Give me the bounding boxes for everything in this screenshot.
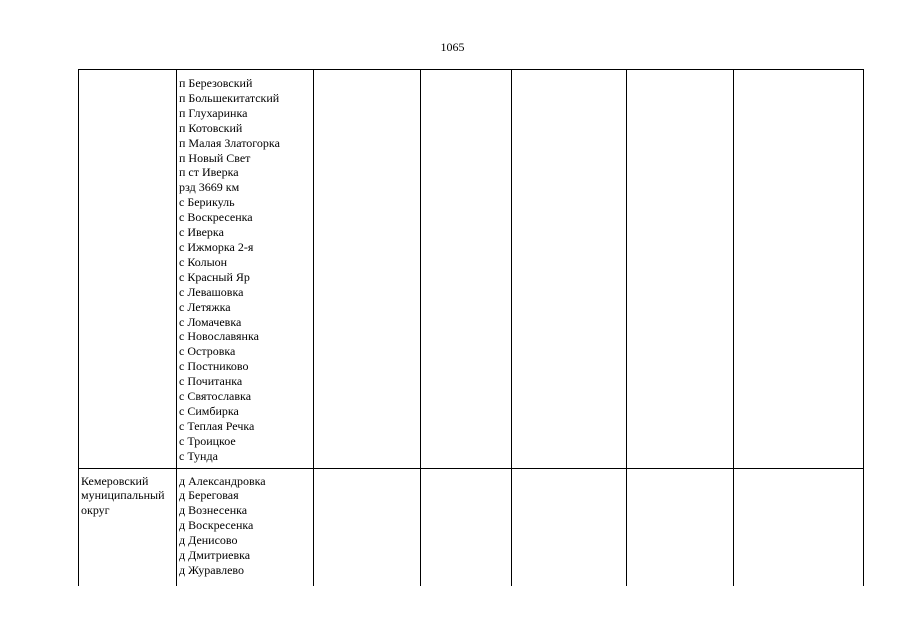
- list-item: п Новый Свет: [179, 150, 251, 165]
- list-item: с Летяжка: [179, 299, 231, 314]
- list-item: с Левашовка: [179, 284, 244, 299]
- list-item: п Глухаринка: [179, 105, 248, 120]
- empty-cell: [734, 70, 864, 469]
- list-item: рзд 3669 км: [179, 180, 240, 195]
- district-cell: [79, 70, 177, 469]
- list-item: с Троицкое: [179, 433, 236, 448]
- table-row: [79, 468, 864, 586]
- list-item: д Воскресенка: [179, 518, 254, 533]
- page-number: 1065: [440, 40, 465, 54]
- list-item: с Воскресенка: [179, 210, 253, 225]
- list-item: с Красный Яр: [179, 269, 250, 284]
- list-item: д Журавлево: [179, 563, 245, 577]
- settlement-list: [177, 469, 313, 582]
- list-item: с Святославка: [179, 389, 252, 404]
- list-item: с Островка: [179, 344, 236, 359]
- empty-cell: [627, 468, 734, 586]
- list-item: д Дмитриевка: [179, 548, 251, 563]
- list-item: п Малая Златогорка: [179, 135, 280, 150]
- list-item: с Ижморка 2-я: [179, 239, 254, 254]
- empty-cell: [314, 468, 421, 586]
- list-item: Кемеровский: [81, 473, 149, 488]
- list-item: с Почитанка: [179, 374, 243, 389]
- list-item: д Денисово: [179, 533, 238, 548]
- list-item: п Большекитатский: [179, 90, 280, 105]
- list-item: с Берикуль: [179, 195, 235, 210]
- list-item: п ст Иверка: [179, 165, 239, 180]
- empty-cell: [512, 70, 627, 469]
- list-item: с Колыон: [179, 254, 228, 269]
- list-item: с Новославянка: [179, 329, 259, 344]
- table-row: [79, 70, 864, 469]
- empty-cell: [734, 468, 864, 586]
- empty-cell: [314, 70, 421, 469]
- empty-cell: [512, 468, 627, 586]
- list-item: с Тунда: [179, 448, 218, 463]
- list-item: д Александровка: [179, 473, 266, 488]
- list-item: д Береговая: [179, 488, 239, 503]
- list-item: п Березовский: [179, 76, 253, 90]
- settlement-list: [177, 70, 313, 468]
- settlements-cell: [177, 70, 314, 469]
- list-item: с Постниково: [179, 359, 249, 374]
- list-item: д Вознесенка: [179, 503, 248, 518]
- list-item: муниципальный: [81, 488, 165, 503]
- list-item: с Ломачевка: [179, 314, 242, 329]
- list-item: с Иверка: [179, 225, 224, 240]
- empty-cell: [627, 70, 734, 469]
- settlements-table: [78, 69, 864, 586]
- district-cell: [79, 468, 177, 586]
- settlements-cell: [177, 468, 314, 586]
- empty-cell: [421, 70, 512, 469]
- list-item: с Теплая Речка: [179, 418, 255, 433]
- district-name: [79, 469, 176, 523]
- list-item: п Котовский: [179, 120, 243, 135]
- empty-cell: [421, 468, 512, 586]
- list-item: округ: [81, 503, 110, 518]
- list-item: с Симбирка: [179, 403, 239, 418]
- district-name: [79, 70, 176, 80]
